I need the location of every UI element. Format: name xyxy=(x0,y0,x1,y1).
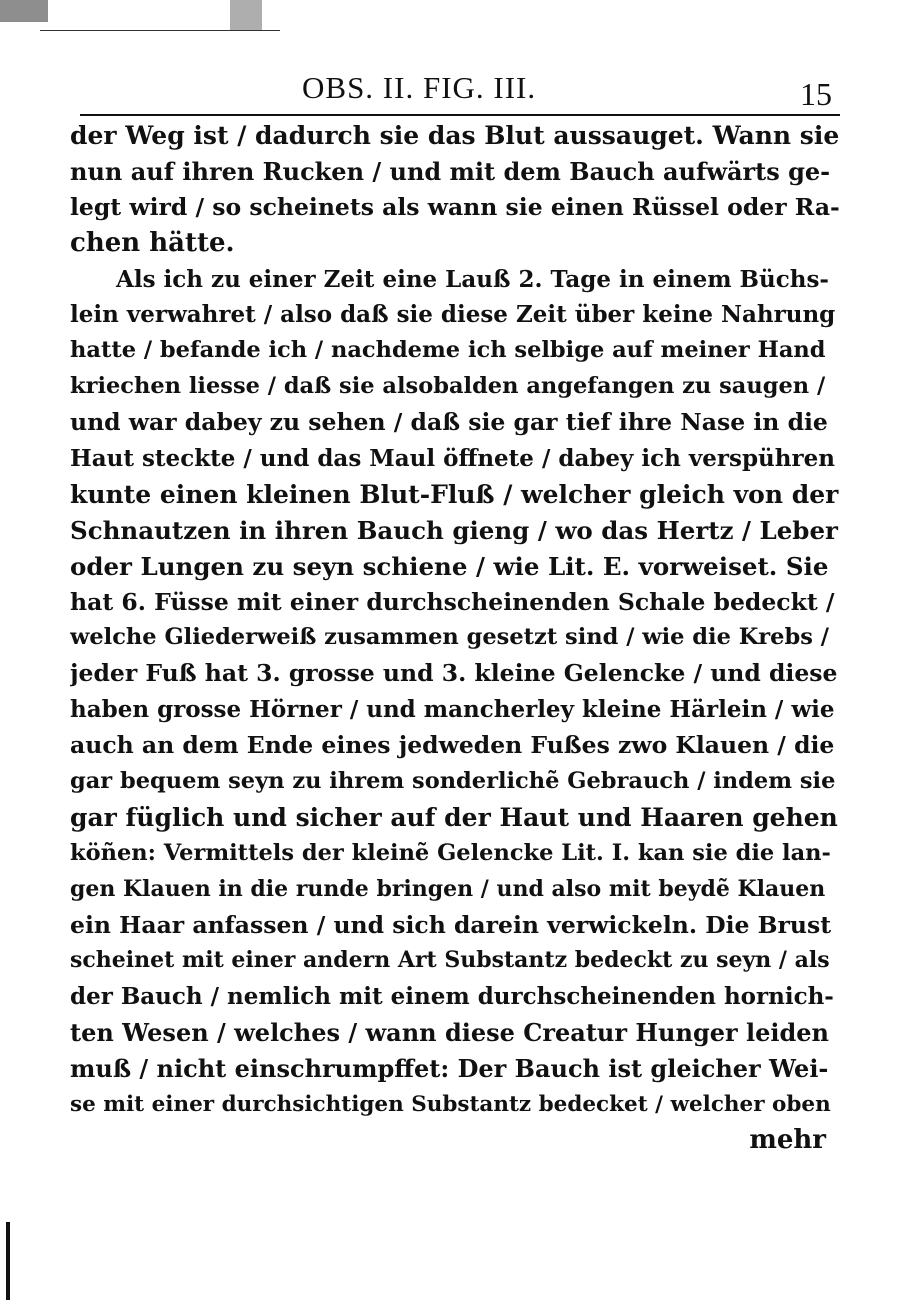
catchword: mehr xyxy=(749,1124,826,1155)
text-line: chen hätte. xyxy=(70,227,235,258)
page-number: 15 xyxy=(800,76,832,112)
text-line: ten Wesen / welches / wann diese Creatur Hunger leiden xyxy=(70,1018,829,1048)
text-line: Haut steckte / und das Maul öffnete / dabey ich verspühren xyxy=(70,445,835,473)
text-line: se mit einer durchsichtigen Substantz bedecket / welcher oben xyxy=(70,1092,831,1118)
text-line: hatte / befande ich / nachdeme ich selbige auf meiner Hand xyxy=(70,337,826,364)
scan-edge-mark xyxy=(6,1222,10,1300)
text-line: und war dabey zu sehen / daß sie gar tief ihre Nase in die xyxy=(70,408,828,437)
scan-smudge xyxy=(230,0,262,30)
text-line: welche Gliederweiß zusammen gesetzt sind / wie die Krebs / xyxy=(70,624,829,651)
header-rule xyxy=(80,114,840,116)
text-line: gar füglich und sicher auf der Haut und Haaren gehen xyxy=(70,802,838,832)
text-line: legt wird / so scheinets als wann sie einen Rüssel oder Ra- xyxy=(70,192,840,221)
text-line: kunte einen kleinen Blut-Fluß / welcher gleich von der xyxy=(70,479,839,509)
text-line: gar bequem seyn zu ihrem sonderlichẽ Gebrauch / indem sie xyxy=(70,768,836,795)
text-line: auch an dem Ende eines jedweden Fußes zwo Klauen / die xyxy=(70,731,835,760)
text-line: Schnautzen in ihren Bauch gieng / wo das Hertz / Leber xyxy=(70,515,838,545)
page-header xyxy=(80,70,840,114)
text-line: nun auf ihren Rucken / und mit dem Bauch aufwärts ge- xyxy=(70,156,831,186)
body-text xyxy=(70,118,840,1159)
scan-smudge xyxy=(0,0,48,22)
text-line: hat 6. Füsse mit einer durchscheinenden Schale bedeckt / xyxy=(70,587,835,616)
text-line: oder Lungen zu seyn schiene / wie Lit. E. vorweiset. Sie xyxy=(70,551,829,581)
text-line: gen Klauen in die runde bringen / und also mit beydẽ Klauen xyxy=(70,875,826,902)
text-line: jeder Fuß hat 3. grosse und 3. kleine Gelencke / und diese xyxy=(70,659,838,688)
scan-artifact-line xyxy=(40,30,280,31)
text-line: ein Haar anfassen / und sich darein verwickeln. Die Brust xyxy=(70,910,832,939)
text-line: kriechen liesse / daß sie alsobalden angefangen zu saugen / xyxy=(70,373,826,400)
running-head: OBS. II. FIG. III. xyxy=(302,70,537,105)
text-line: haben grosse Hörner / und mancherley kleine Härlein / wie xyxy=(70,696,835,724)
text-line: muß / nicht einschrumpffet: Der Bauch ist gleicher Wei- xyxy=(70,1054,829,1084)
text-line: der Bauch / nemlich mit einem durchscheinenden hornich- xyxy=(70,983,834,1011)
text-line: der Weg ist / dadurch sie das Blut aussauget. Wann sie xyxy=(70,121,840,150)
paragraph-start-line: Als ich zu einer Zeit eine Lauß 2. Tage in einem Büchs- xyxy=(116,265,829,293)
text-line: lein verwahret / also daß sie diese Zeit über keine Nahrung xyxy=(70,301,836,329)
text-line: köñen: Vermittels der kleinẽ Gelencke Lit. I. kan sie die lan- xyxy=(70,839,831,866)
text-line: scheinet mit einer andern Art Substantz bedeckt zu seyn / als xyxy=(70,947,830,974)
